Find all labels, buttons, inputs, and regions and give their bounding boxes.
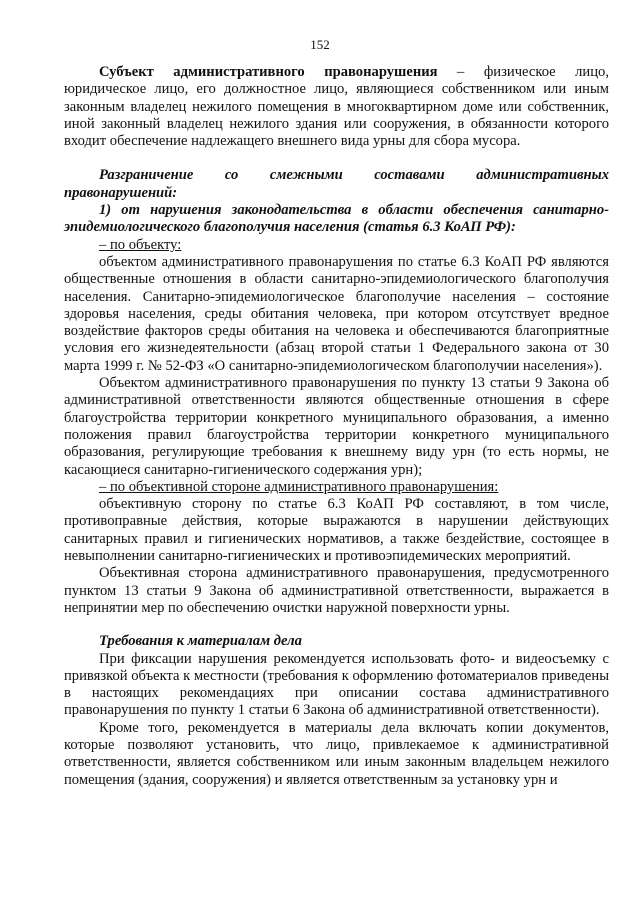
subject-term: Субъект административного правонарушения <box>99 64 438 80</box>
objective-paragraph-1: объективную сторону по статье 6.3 КоАП РФ составляют, в том числе, противоправные действия, которые выражаются в нарушении действующих санитарных правил и гигиенических нормативов, а также бездействие, состоящее в невыполнении санитарно-гигиенических и противоэпидемических мероприятий. <box>64 496 609 565</box>
materials-paragraph-1: При фиксации нарушения рекомендуется использовать фото- и видеосъемку с привязкой объекта к местности (требования к оформлению фотоматериалов приведены в настоящих рекомендациях при описании состава административного правонарушения по пункту 1 статьи 6 Закона об административной ответственности). <box>64 650 609 719</box>
by-objective-label: – по объективной стороне административного правонарушения: <box>99 478 499 495</box>
materials-paragraph-2: Кроме того, рекомендуется в материалы дела включать копии документов, которые позволяют установить, что лицо, привлекаемое к административной ответственности, является собственником или иным законным владельцем нежилого помещения (здания, сооружения) и является ответственным за установку урн и <box>64 719 609 788</box>
by-object-label: – по объекту: <box>99 236 182 253</box>
subject-paragraph <box>64 64 609 150</box>
page-number: 152 <box>310 37 330 52</box>
materials-heading: Требования к материалам дела <box>99 633 302 650</box>
distinction-subheading: 1) от нарушения законодательства в области обеспечения санитарно-эпидемиологического благополучия населения (статья 6.3 КоАП РФ): <box>64 202 609 236</box>
distinction-heading: Разграничение со смежными составами административных правонарушений: <box>64 167 609 201</box>
subject-text: – физическое лицо, юридическое лицо, его должностное лицо, являющиеся собственником или иным законным владелец нежилого помещения в многоквартирном доме или собственник, иной законный владелец нежилого здания или сооружения, в обязанности которого входит обеспечение надлежащего внешнего вида урны для сбора мусора. <box>64 64 609 150</box>
object-paragraph-2: Объектом административного правонарушения по пункту 13 статьи 9 Закона об административной ответственности являются общественные отношения в сфере благоустройства территории конкретного муниципального образования, а именно положения правил благоустройства территории конкретного муниципального образования, регулирующие требования к внешнему виду урн (то есть нормы, не касающиеся санитарно-гигиенического содержания урн); <box>64 375 609 478</box>
objective-paragraph-2: Объективная сторона административного правонарушения, предусмотренного пунктом 13 статьи 9 Закона об административной ответственности, выражается в непринятии мер по обеспечению очистки наружной поверхности урны. <box>64 565 609 616</box>
object-paragraph-1: объектом административного правонарушения по статье 6.3 КоАП РФ являются общественные отношения в области санитарно-эпидемиологического благополучия населения. Санитарно-эпидемиологическое благополучие населения – состояние здоровья населения, среды обитания человека, при котором отсутствует вредное воздействие факторов среды обитания на человека и обеспечиваются благоприятные условия его жизнедеятельности (абзац второй статьи 1 Федерального закона от 30 марта 1999 г. № 52-ФЗ «О санитарно-эпидемиологическом благополучии населения»). <box>64 253 609 374</box>
page-content <box>64 64 609 789</box>
